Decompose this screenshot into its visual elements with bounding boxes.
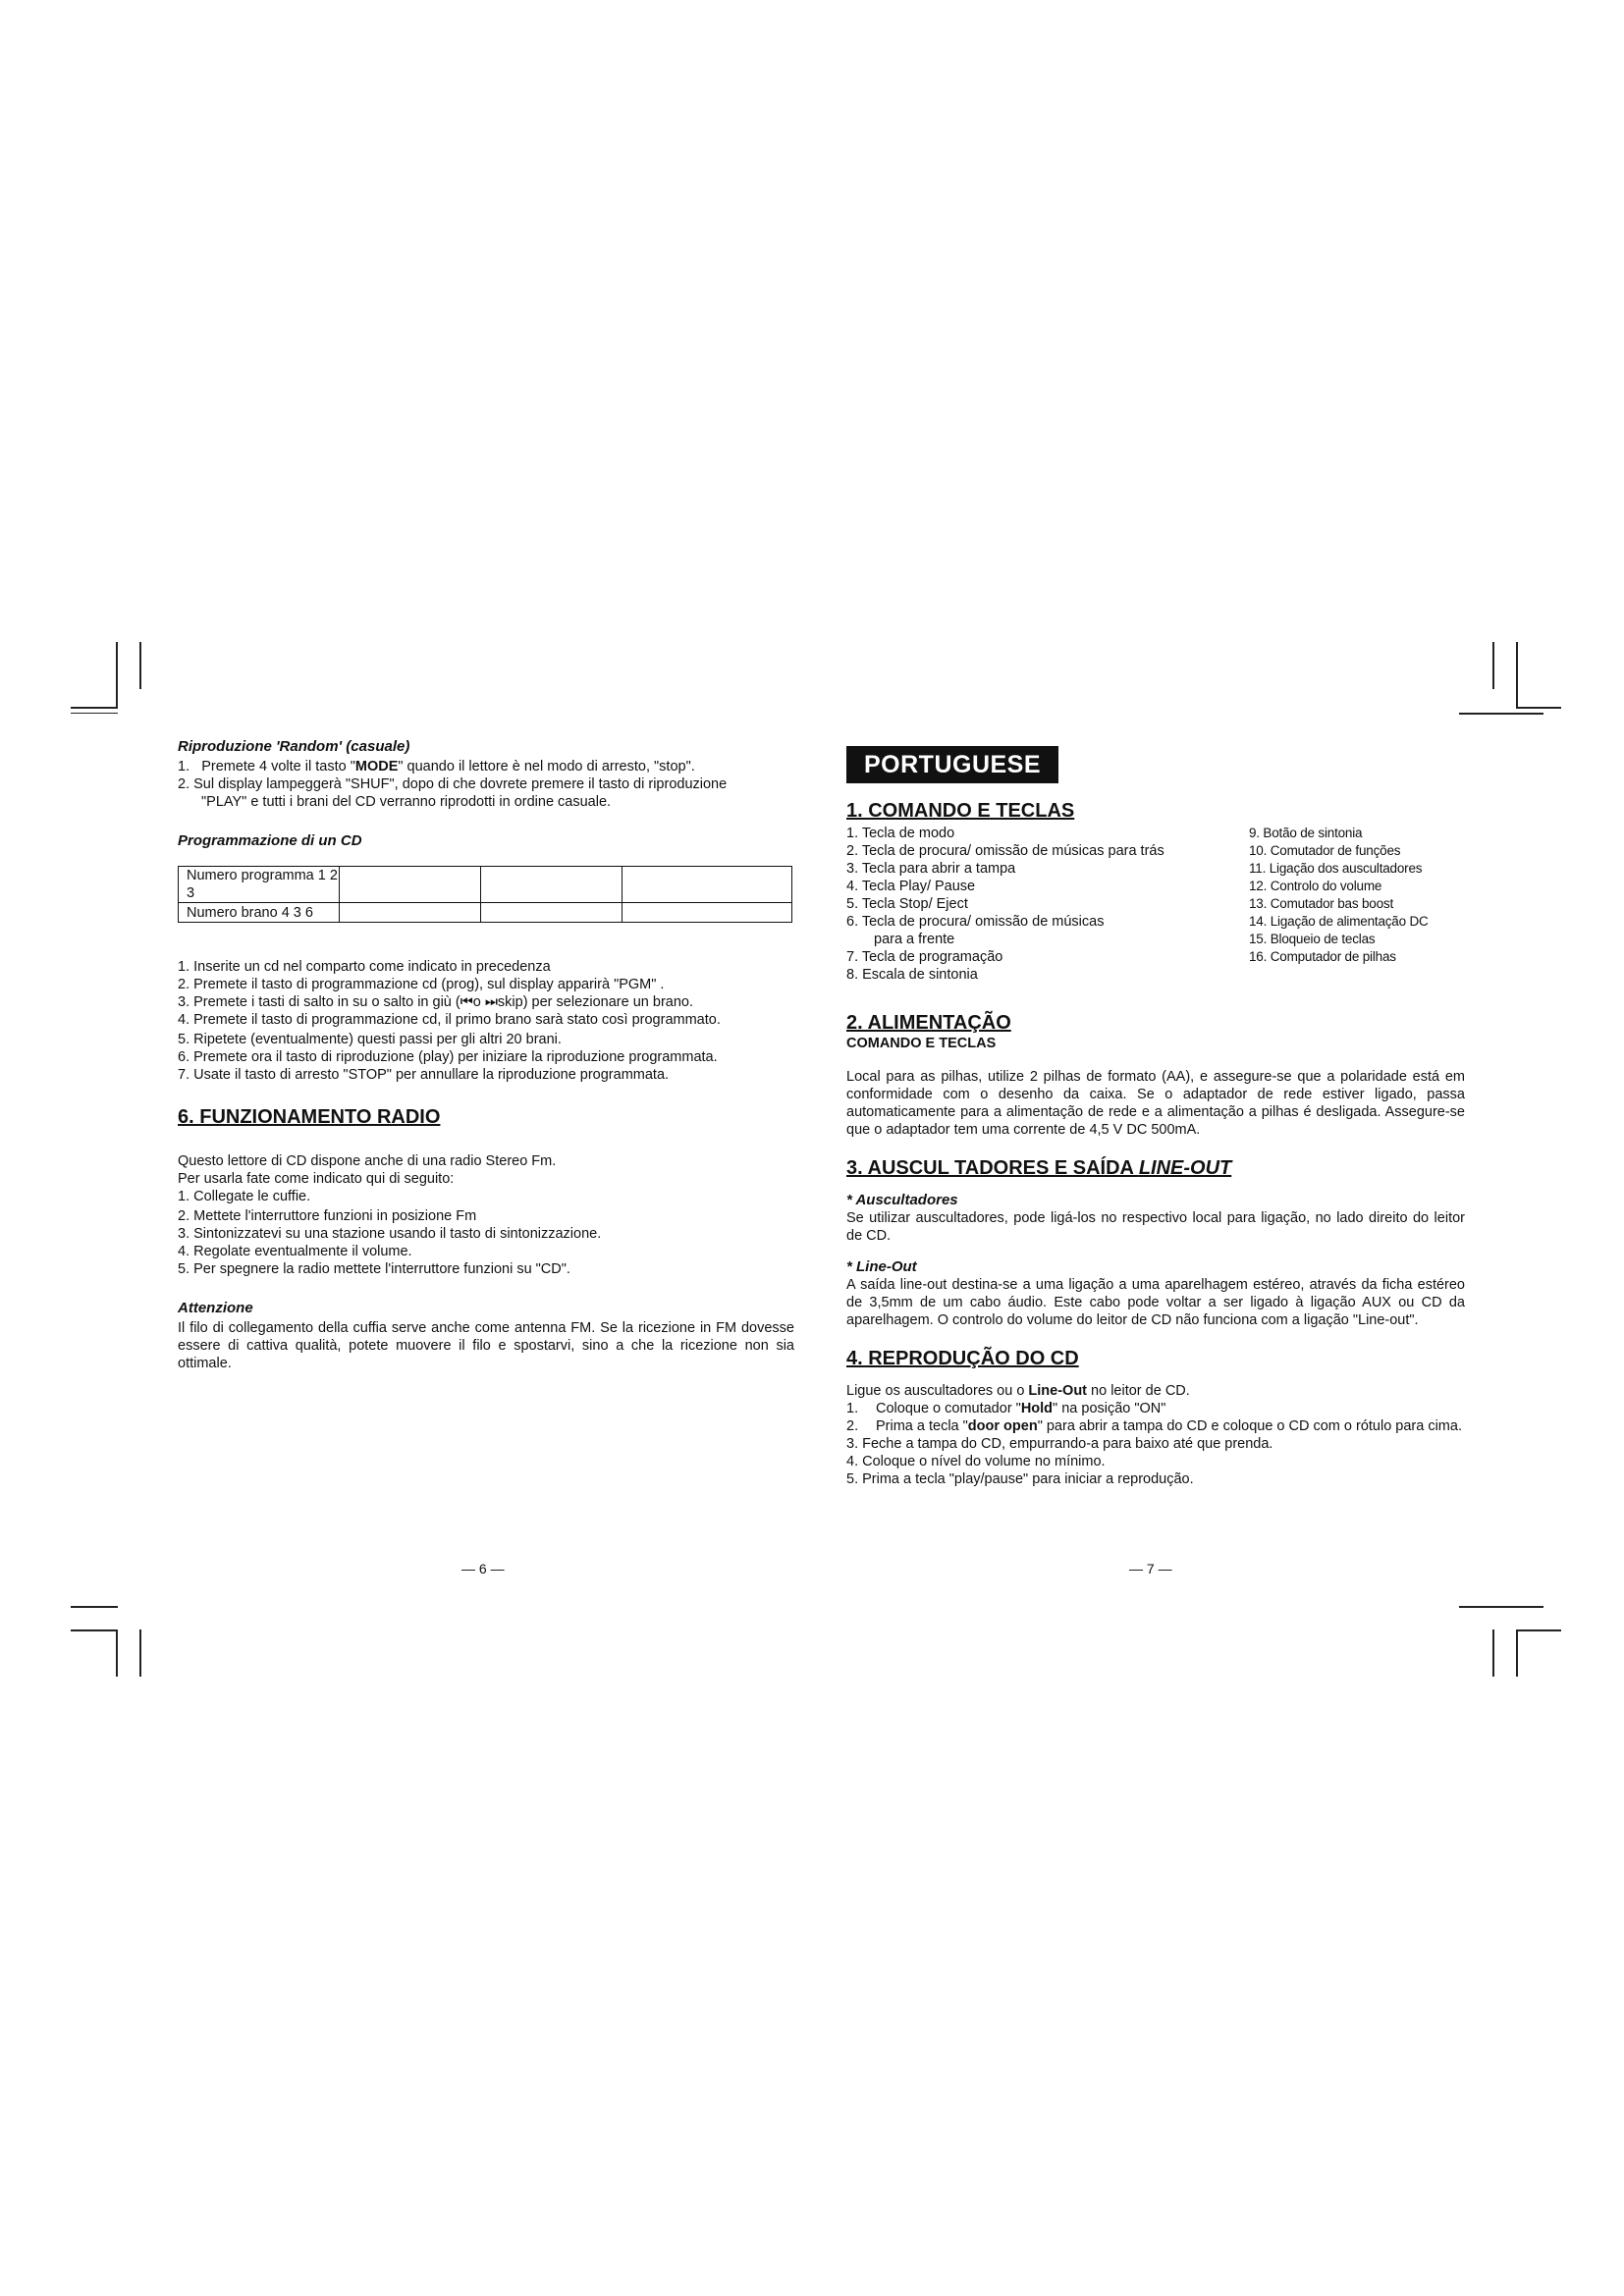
list-item: 5. Per spegnere la radio mettete l'interruttore funzioni su "CD". xyxy=(178,1261,570,1277)
crop-mark xyxy=(71,713,118,714)
list-item: 2. Premete il tasto di programmazione cd (prog), sul display apparirà "PGM" . xyxy=(178,977,665,992)
list-item: 16. Computador de pilhas xyxy=(1249,949,1396,964)
random-step-2: 2. Sul display lampeggerà "SHUF", dopo di che dovrete premere il tasto di riproduzione xyxy=(178,776,728,792)
table-row xyxy=(179,903,792,923)
section-heading-playback: 4. REPRODUÇÃO DO CD xyxy=(846,1348,1079,1369)
list-item: 3. Premete i tasti di salto in su o salto in giù (⏮o ⏭skip) per selezionare un brano. xyxy=(178,994,693,1010)
list-item: 13. Comutador bas boost xyxy=(1249,896,1393,911)
random-play-title: Riproduzione 'Random' (casuale) xyxy=(178,738,410,755)
playback-steps xyxy=(846,1382,1465,1488)
table-cell xyxy=(481,867,623,903)
language-banner: PORTUGUESE xyxy=(846,746,1058,783)
controls-column-a xyxy=(846,825,1229,984)
random-step-1: 1. Premete 4 volte il tasto "MODE" quando il lettore è nel modo di arresto, "stop". xyxy=(178,759,695,774)
list-item: 6. Tecla de procura/ omissão de músicas xyxy=(846,914,1105,930)
table-cell xyxy=(623,867,792,903)
list-item: 2. Prima a tecla "door open" para abrir a tampa do CD e coloque o CD com o rótulo para cima. xyxy=(846,1418,1462,1434)
crop-mark xyxy=(1459,1606,1543,1608)
list-item: 6. Premete ora il tasto di riproduzione (play) per iniziare la riproduzione programmata. xyxy=(178,1049,718,1065)
attention-text: Il filo di collegamento della cuffia serve anche come antenna FM. Se la ricezione in FM dovesse essere di cattiva qualità, potete muovere il filo e spostarvi, sino a che la ricezione non sia ottimale. xyxy=(178,1320,794,1371)
crop-mark xyxy=(71,1629,118,1631)
list-item: 1. Tecla de modo xyxy=(846,826,955,841)
list-item: 9. Botão de sintonia xyxy=(1249,826,1363,840)
list-item: 3. Feche a tampa do CD, empurrando-a para baixo até que prenda. xyxy=(846,1436,1273,1452)
crop-mark xyxy=(1459,713,1543,715)
list-item: 10. Comutador de funções xyxy=(1249,843,1401,858)
list-item: 4. Premete il tasto di programmazione cd, il primo brano sarà stato così programmato. xyxy=(178,1012,721,1028)
list-item: 12. Controlo do volume xyxy=(1249,879,1382,893)
section-heading-controls: 1. COMANDO E TECLAS xyxy=(846,800,1075,822)
list-item: 4. Tecla Play/ Pause xyxy=(846,879,976,894)
crop-mark xyxy=(1516,707,1561,709)
list-item: 2. Tecla de procura/ omissão de músicas para trás xyxy=(846,843,1164,859)
headphones-title: * Auscultadores xyxy=(846,1192,958,1208)
list-item: 11. Ligação dos auscultadores xyxy=(1249,861,1423,876)
lineout-text: A saída line-out destina-se a uma ligação a uma aparelhagem estéreo, através da ficha estéreo de 3,5mm de um cabo áudio. Este cabo pode voltar a ser ligado à ligação AUX ou CD da aparelhagem. O controlo do volume do leitor de CD não funciona com a ligação "Line-out". xyxy=(846,1277,1465,1328)
left-page xyxy=(178,738,794,1372)
attention-title: Attenzione xyxy=(178,1300,253,1316)
crop-mark xyxy=(1516,1629,1561,1631)
paragraph: Ligue os auscultadores ou o Line-Out no leitor de CD. xyxy=(846,1383,1190,1399)
list-item: 5. Ripetete (eventualmente) questi passi per gli altri 20 brani. xyxy=(178,1032,562,1047)
list-item: 15. Bloqueio de teclas xyxy=(1249,932,1376,946)
table-cell xyxy=(623,903,792,923)
list-item: 7. Tecla de programação xyxy=(846,949,1003,965)
crop-mark xyxy=(71,707,118,709)
section-heading-power: 2. ALIMENTAÇÃO xyxy=(846,1012,1011,1034)
table-cell xyxy=(340,867,481,903)
list-item: 4. Coloque o nível do volume no mínimo. xyxy=(846,1454,1106,1469)
list-item: 4. Regolate eventualmente il volume. xyxy=(178,1244,412,1259)
crop-mark xyxy=(116,1629,118,1677)
power-text: Local para as pilhas, utilize 2 pilhas de formato (AA), e assegure-se que a polaridade está em conformidade com o desenho da caixa. Se o adaptador de rede estiver ligado, passa automaticamente para a alimentação de rede e a alimentação a pilhas é desligada. Assegure-se que o adaptador tem uma corrente de 4,5 V DC 500mA. xyxy=(846,1069,1465,1138)
list-item: 5. Tecla Stop/ Eject xyxy=(846,896,968,912)
controls-list xyxy=(846,825,1465,984)
table-row xyxy=(179,867,792,903)
crop-mark xyxy=(1492,1629,1494,1677)
section-heading-headphones: 3. AUSCUL TADORES E SAÍDA LINE-OUT xyxy=(846,1157,1232,1179)
list-item: 3. Tecla para abrir a tampa xyxy=(846,861,1016,877)
list-item: 3. Sintonizzatevi su una stazione usando il tasto di sintonizzazione. xyxy=(178,1226,602,1242)
crop-mark xyxy=(1516,642,1518,709)
programming-title: Programmazione di un CD xyxy=(178,832,362,849)
list-item: para a frente xyxy=(874,932,955,947)
list-item: 1. Collegate le cuffie. xyxy=(178,1189,311,1204)
list-item: 1. Coloque o comutador "Hold" na posição "ON" xyxy=(846,1401,1166,1416)
paragraph: Questo lettore di CD dispone anche di una radio Stereo Fm. xyxy=(178,1153,557,1169)
list-item: 7. Usate il tasto di arresto "STOP" per annullare la riproduzione programmata. xyxy=(178,1067,670,1083)
controls-column-b xyxy=(1249,825,1465,984)
crop-mark xyxy=(139,642,141,689)
list-item: 8. Escala de sintonia xyxy=(846,967,978,983)
paragraph: Per usarla fate come indicato qui di seguito: xyxy=(178,1171,455,1187)
programming-steps xyxy=(178,958,794,1084)
crop-mark xyxy=(71,1606,118,1608)
crop-mark xyxy=(1516,1629,1518,1677)
table-cell: Numero programma 1 2 3 xyxy=(179,867,340,903)
section-heading-radio: 6. FUNZIONAMENTO RADIO xyxy=(178,1106,441,1128)
page-number-left: — 6 — xyxy=(461,1561,505,1576)
crop-mark xyxy=(139,1629,141,1677)
table-cell xyxy=(340,903,481,923)
radio-section xyxy=(178,1152,794,1278)
crop-mark xyxy=(1492,642,1494,689)
lineout-title: * Line-Out xyxy=(846,1258,917,1275)
page-number-right: — 7 — xyxy=(1129,1561,1172,1576)
list-item: 14. Ligação de alimentação DC xyxy=(1249,914,1429,929)
right-page xyxy=(846,746,1465,1488)
list-item: 5. Prima a tecla "play/pause" para iniciar a reprodução. xyxy=(846,1471,1194,1487)
list-item: 1. Inserite un cd nel comparto come indicato in precedenza xyxy=(178,959,551,975)
random-step-2-cont: "PLAY" e tutti i brani del CD verranno riprodotti in ordine casuale. xyxy=(201,794,612,810)
table-cell xyxy=(481,903,623,923)
crop-mark xyxy=(116,642,118,709)
power-subheading: COMANDO E TECLAS xyxy=(846,1036,997,1051)
programming-table xyxy=(178,866,792,923)
headphones-text: Se utilizar auscultadores, pode ligá-los no respectivo local para ligação, no lado direito do leitor de CD. xyxy=(846,1210,1465,1244)
list-item: 2. Mettete l'interruttore funzioni in posizione Fm xyxy=(178,1208,477,1224)
table-cell: Numero brano 4 3 6 xyxy=(179,903,340,923)
